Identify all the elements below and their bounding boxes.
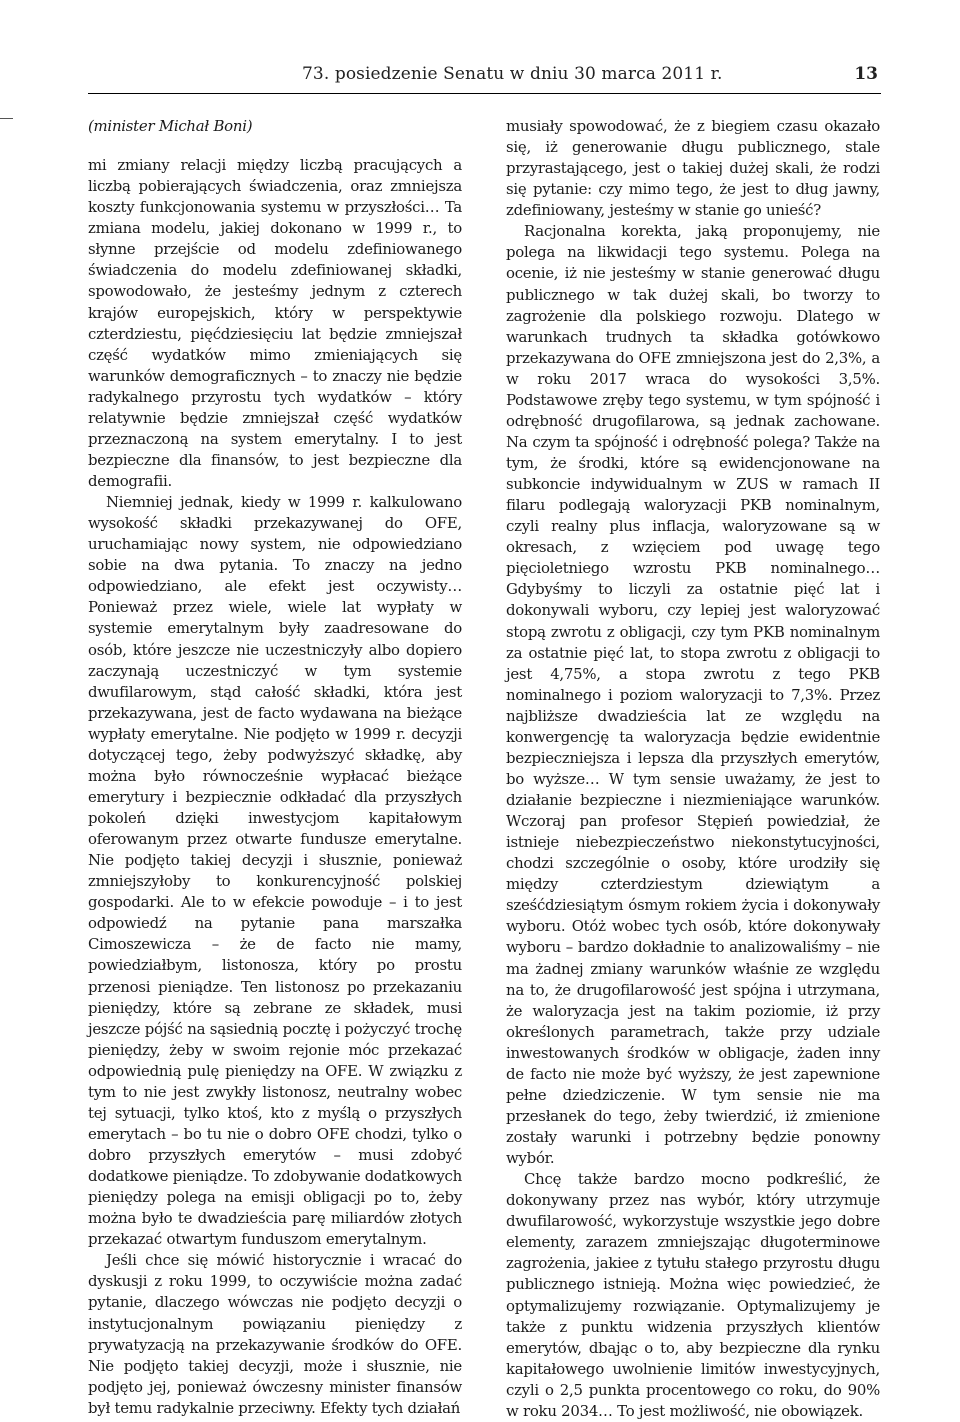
right-paragraph-2: Racjonalna korekta, jaką proponujemy, nie polega na likwidacji tego systemu. Polega na ocenie, iż nie jesteśmy w stanie generować długu publicznego w tak dużej skali, bo tworzy to zagrożenie dla polskiego rozwoju. Dlatego w warunkach trudnych ta składka gotówkowo przekazywana do OFE zmniejszona jest do 2,3%, a w roku 2017 wraca do wysokości 3,5%. Podstawowe zręby tego systemu, w tym spójność i odrębność drugofilarowa, są jednak zachowane. Na czym ta spójność i odrębność polega? Także na tym, że środki, które są ewidencjonowane na subkoncie indywidualnym w ZUS w ramach II filaru podlegają waloryzacji PKB nominalnym, czyli realny plus inflacja, waloryzowane są w okresach, z wzięciem pod uwagę tego pięcioletniego wzrostu PKB nominalnego… Gdybyśmy to liczyli za ostatnie pięć lat i dokonywali wyboru, czy lepiej jest waloryzować stopą zwrotu z obligacji, czy tym PKB nominalnym za ostatnie pięć lat, to stopa zwrotu z obligacji to jest 4,75%, a stopa zwrotu z tego PKB nominalnego i poziom waloryzacji to 7,3%. Przez najbliższe dwadzieścia lat ze względu na konwergencję ta waloryzacja będzie ewidentnie bezpieczniejsza i lepsza dla przyszłych emerytów, bo wyższe… W tym sensie uważamy, że jest to działanie bezpieczne i niezmieniające warunków. Wczoraj pan profesor Stępień powiedział, że istnieje niebezpieczeństwo niekonstytucyjności, chodzi szczególnie o osoby, które urodziły się między czterdziestym dziewiątym a sześćdziesiątym ósmym rokiem życia i dokonywały wyboru. Otóż wobec tych osób, które dokonywały wyboru – bardzo dokładnie to analizowaliśmy – nie ma żadnej zmiany warunków właśnie ze względu na to, że drugofilarowość jest spójna i utrzymana, że waloryzacja jest na takim poziomie, iż przy określonych parametrach, także przy udziale inwestowanych środków w obligacje, żaden inny de facto nie może być wyższy, że jest zapewnione pełne dziedziczenie. W tym sensie nie ma przesłanek do tego, żeby twierdzić, iż zmienione zostały warunki i potrzebny będzie ponowny wybór. — [506, 222, 880, 1168]
right-column — [506, 116, 880, 1422]
page-number: 13 — [854, 64, 878, 84]
left-paragraph-2: Niemniej jednak, kiedy w 1999 r. kalkulowano wysokość składki przekazywanej do OFE, uruchamiając nowy system, nie odpowiedziano sobie na dwa pytania. To znaczy na jedno odpowiedziano, ale efekt jest oczywisty… Ponieważ przez wiele, wiele lat wypłaty w systemie emerytalnym były zaadresowane do osób, które jeszcze nie uczestniczyły albo dopiero zaczynają uczestniczyć w tym systemie dwufilarowym, stąd całość składki, która jest przekazywana, jest de facto wydawana na bieżące wypłaty emerytalne. Nie podjęto w 1999 r. decyzji dotyczącej tego, żeby podwyższyć składkę, aby można było równocześnie wypłacać bieżące emerytury i bezpiecznie odkładać dla przyszłych pokoleń dzięki inwestycjom kapitałowym oferowanym przez otwarte fundusze emerytalne. Nie podjęto takiej decyzji i słusznie, ponieważ zmniejszyłoby to konkurencyjność polskiej gospodarki. Ale to w efekcie powoduje – i to jest odpowiedź na pytanie pana marszałka Cimoszewicza – że de facto nie mamy, powiedziałbym, listonosza, który po prostu przenosi pieniądze. Ten listonosz po przekazaniu pieniędzy, które są zebrane ze składek, musi jeszcze pójść na sąsiednią pocztę i pożyczyć trochę pieniędzy, żeby w swoim rejonie móc przekazać odpowiednią pulę pieniędzy na OFE. W związku z tym to nie jest zwykły listonosz, neutralny wobec tej sytuacji, tylko ktoś, kto z myślą o przyszłych emerytach – bo tu nie o dobro OFE chodzi, tylko o dobro przyszłych emerytów – musi zdobyć dodatkowe pieniądze. To zdobywanie dodatkowych pieniędzy polega na emisji obligacji po to, żeby można było te dwadzieścia parę miliardów złotych przekazać otwartym funduszom emerytalnym. — [88, 493, 462, 1249]
header-rule — [88, 93, 881, 94]
speaker-label: (minister Michał Boni) — [88, 117, 253, 135]
right-paragraph-3: Chcę także bardzo mocno podkreślić, że dokonywany przez nas wybór, który utrzymuje dwufilarowość, wykorzystuje wszystkie jego dobre elementy, zarazem zmniejszając długoterminowe zagrożenia, jakiee z tytułu stałego przyrostu długu publicznego istnieją. Można więc powiedzieć, że optymalizujemy rozwiązanie. Optymalizujemy je także z punktu widzenia przyszłych klientów emerytów, dbając o to, aby bezpieczne dla rynku kapitałowego uwolnienie limitów inwestycyjnych, czyli o 2,5 punkta procentowego co roku, do 90% w roku 2034… To jest możliwość, nie obowiązek. — [506, 1170, 880, 1420]
left-paragraph-3: Jeśli chce się mówić historycznie i wracać do dyskusji z roku 1999, to oczywiście można zadać pytanie, dlaczego wówczas nie podjęto decyzji o instytucjonalnym powiązaniu pieniędzy z prywatyzacją na przekazywanie środków do OFE. Nie podjęto takiej decyzji, może i słusznie, nie podjęto jej, ponieważ ówczesny minister finansów był temu radykalnie przeciwny. Efekty tych działań — [88, 1251, 462, 1417]
margin-mark — [0, 118, 13, 119]
left-column — [88, 116, 462, 1419]
page-header — [88, 64, 880, 88]
right-paragraph-1: musiały spowodować, że z biegiem czasu okazało się, iż generowanie długu publicznego, stale przyrastającego, jest o takiej dużej skali, że rodzi się pytanie: czy mimo tego, że jest to dług jawny, zdefiniowany, jesteśmy w stanie go unieść? — [506, 117, 880, 220]
header-title: 73. posiedzenie Senatu w dniu 30 marca 2011 r. — [302, 64, 723, 84]
left-paragraph-1: mi zmiany relacji między liczbą pracujących a liczbą pobierających świadczenia, oraz zmniejsza koszty funkcjonowania systemu w przyszłości… Ta zmiana modelu, jakiej dokonano w 1999 r., to słynne przejście od modelu zdefiniowanego świadczenia do modelu zdefiniowanej składki, spowodowało, że jesteśmy jednym z czterech krajów europejskich, który w perspektywie czterdziestu, pięćdziesięciu lat będzie zmniejszał część wydatków mimo zmieniających się warunków demograficznych – to znaczy nie będzie radykalnego przyrostu tych wydatków – który relatywnie będzie zmniejszał część wydatków przeznaczoną na system emerytalny. I to jest bezpieczne dla finansów, to jest bezpieczne dla demografii. — [88, 156, 462, 490]
